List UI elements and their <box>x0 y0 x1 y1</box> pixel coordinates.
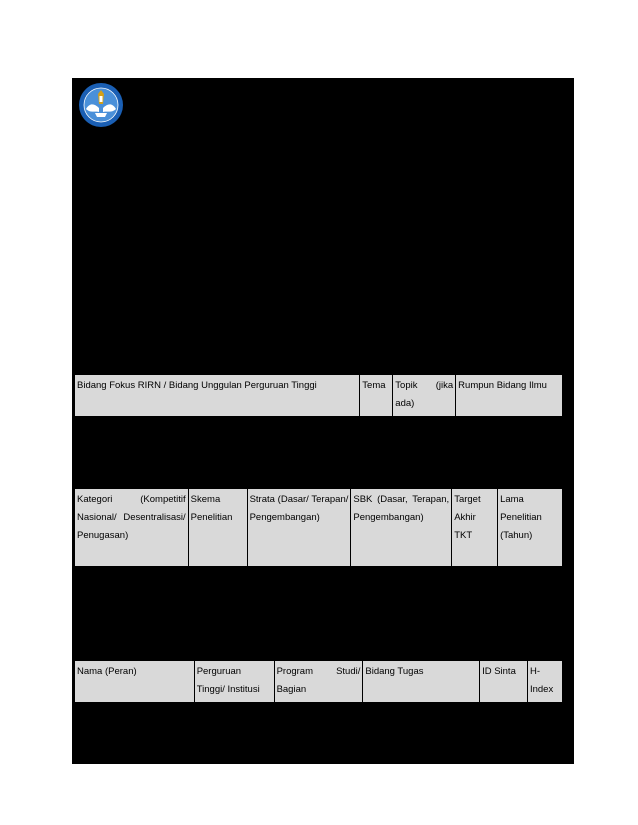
header-tema: Tema <box>360 375 393 417</box>
header-bidang-fokus: Bidang Fokus RIRN / Bidang Unggulan Perguruan Tinggi <box>75 375 360 417</box>
table-row <box>75 661 563 703</box>
research-field-table <box>74 374 563 417</box>
tut-wuri-handayani-logo-icon <box>78 82 124 128</box>
header-program-studi: Program Studi/ Bagian <box>274 661 363 703</box>
header-sbk: SBK (Dasar, Terapan, Pengembangan) <box>351 489 452 567</box>
header-skema-penelitian: Skema Penelitian <box>188 489 247 567</box>
header-lama-penelitian: Lama Penelitian (Tahun) <box>498 489 563 567</box>
table-row <box>75 489 563 567</box>
header-h-index: H-Index <box>527 661 562 703</box>
header-topik: Topik (jika ada) <box>393 375 456 417</box>
header-bidang-tugas: Bidang Tugas <box>363 661 480 703</box>
header-id-sinta: ID Sinta <box>480 661 528 703</box>
header-rumpun-bidang-ilmu: Rumpun Bidang Ilmu <box>456 375 563 417</box>
header-perguruan-tinggi: Perguruan Tinggi/ Institusi <box>194 661 274 703</box>
table-row <box>75 375 563 417</box>
header-kategori: Kategori (Kompetitif Nasional/ Desentralisasi/ Penugasan) <box>75 489 189 567</box>
header-target-akhir-tkt: Target Akhir TKT <box>452 489 498 567</box>
header-strata: Strata (Dasar/ Terapan/ Pengembangan) <box>247 489 351 567</box>
header-nama-peran: Nama (Peran) <box>75 661 195 703</box>
research-team-table <box>74 660 563 703</box>
research-scheme-table <box>74 488 563 567</box>
